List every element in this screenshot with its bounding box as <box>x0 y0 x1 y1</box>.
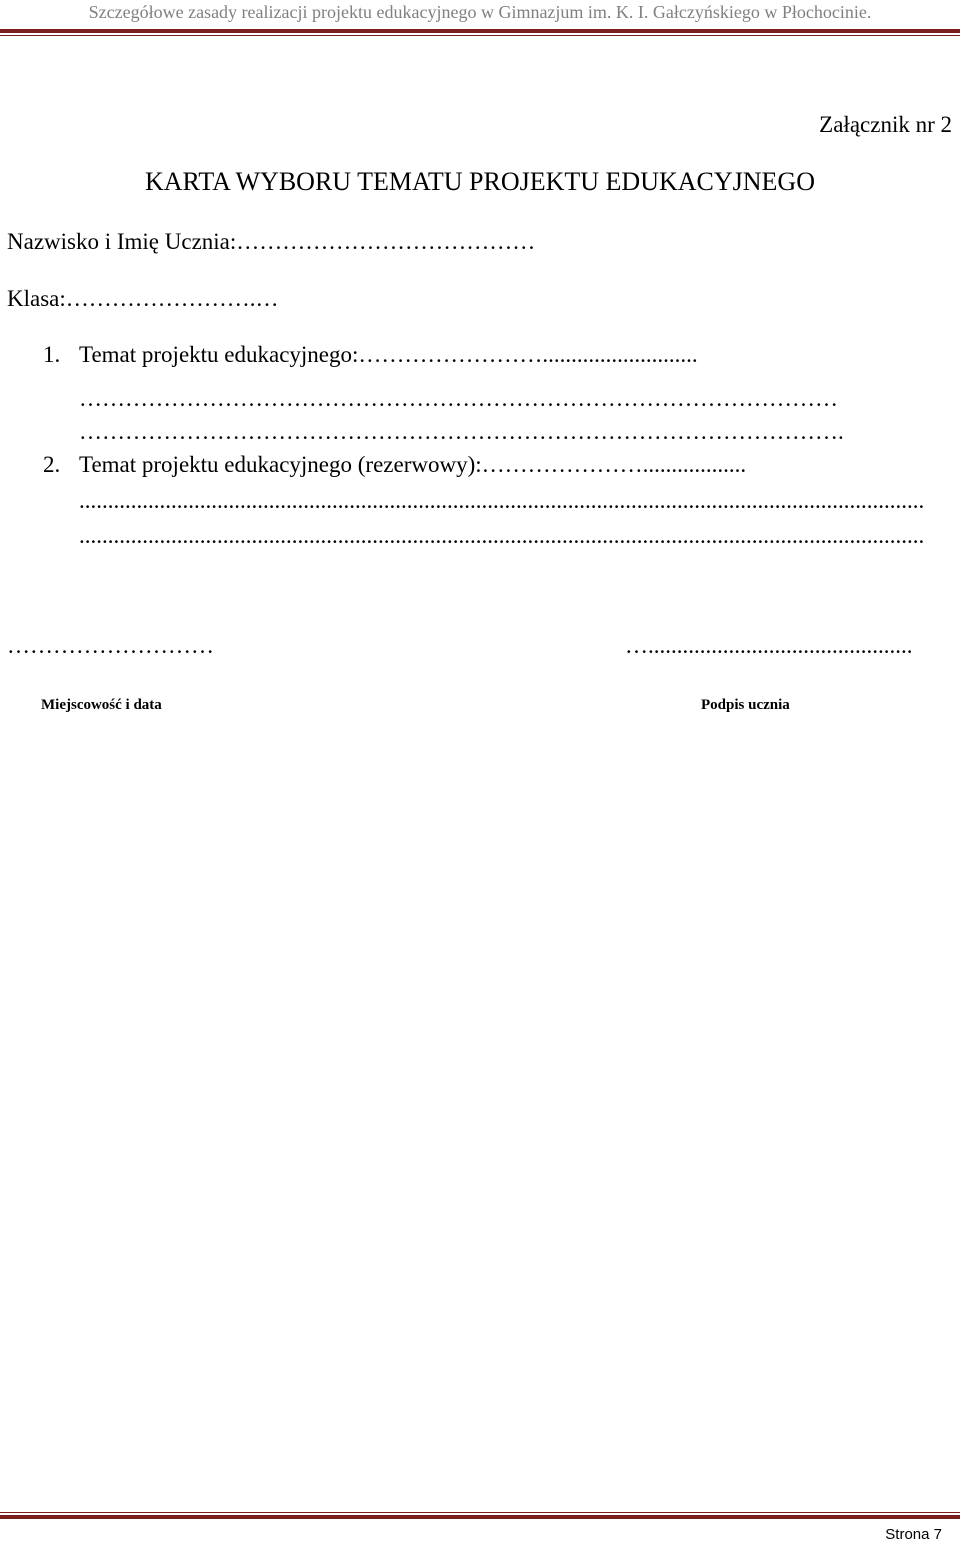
class-field: Klasa:…………………….… <box>7 286 279 311</box>
footer-rule <box>0 1515 960 1519</box>
signature-line: ….............................................. <box>625 633 913 658</box>
header-rule-thin <box>0 35 960 36</box>
item-continuation: ……………………………………………………………………………………… <box>79 386 838 411</box>
page-number: Strona 7 <box>885 1526 942 1543</box>
place-date-line: ……………………… <box>7 633 214 658</box>
header-rule <box>0 29 960 33</box>
annex-label: Załącznik nr 2 <box>819 112 952 137</box>
signature-label: Podpis ucznia <box>701 697 790 713</box>
item-number: 2. <box>43 452 61 477</box>
item-continuation: ................................................................................................................................................... <box>79 523 925 548</box>
item-text: Temat projektu edukacyjnego:……………………........................... <box>79 342 698 367</box>
header-title: Szczegółowe zasady realizacji projektu edukacyjnego w Gimnazjum im. K. I. Gałczyńskiego w Płochocinie. <box>88 2 872 22</box>
item-text: Temat projektu edukacyjnego (rezerwowy):………………….................. <box>79 452 747 477</box>
item-continuation: ................................................................................................................................................... <box>79 488 925 513</box>
place-date-label: Miejscowość i data <box>41 697 162 713</box>
item-number: 1. <box>43 342 61 367</box>
document-title: KARTA WYBORU TEMATU PROJEKTU EDUKACYJNEGO <box>145 167 815 196</box>
item-continuation: ………………………………………………………………………………………. <box>79 419 844 444</box>
student-name-field: Nazwisko i Imię Ucznia:………………………………… <box>7 229 536 254</box>
footer-rule-thin <box>0 1512 960 1513</box>
